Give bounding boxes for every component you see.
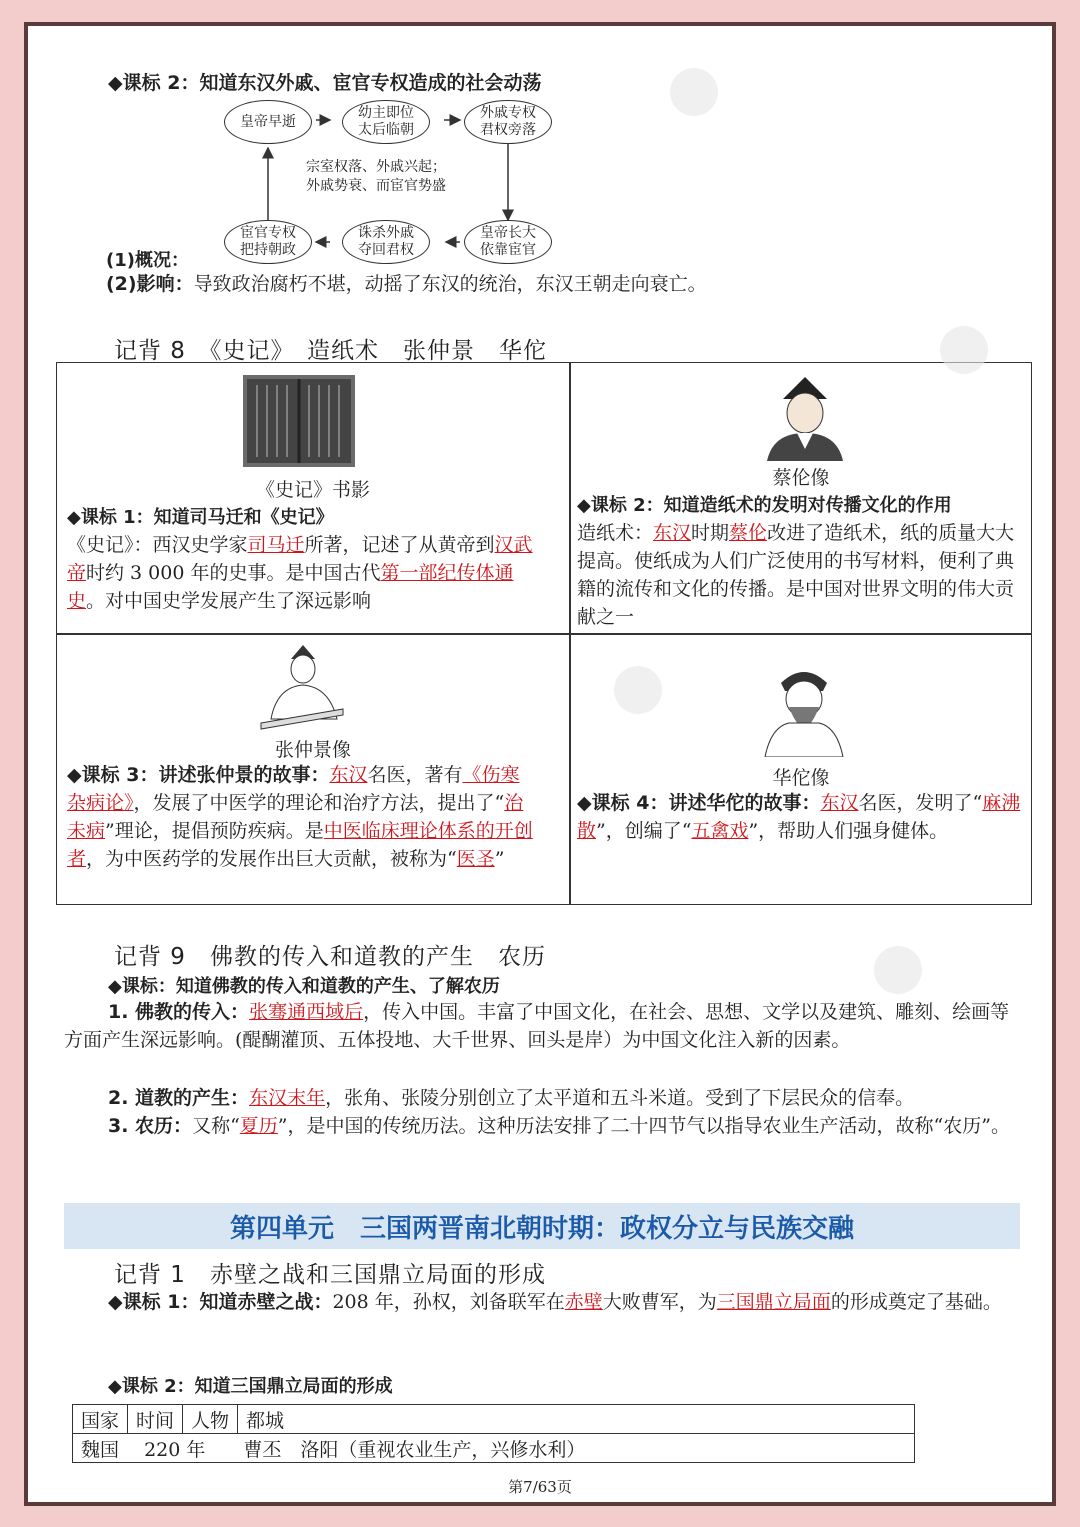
flow-node-4: 皇帝长大 依靠宦官 bbox=[464, 220, 552, 264]
cell2-caption: 蔡伦像 bbox=[772, 467, 830, 489]
kb1-text-c: 的形成奠定了基础。 bbox=[830, 1291, 1002, 1313]
jibei9-kebiao: ◆课标：知道佛教的传入和道教的产生、了解农历 bbox=[108, 976, 500, 997]
gaikuang-label: (1)概况： bbox=[106, 250, 189, 271]
huatuo-portrait bbox=[759, 661, 849, 757]
jibei1-kebiao1 bbox=[64, 1288, 1024, 1316]
cell1-red-2: 汉武帝 bbox=[67, 534, 533, 584]
cell1-text-a: 《史记》：西汉史学家 bbox=[67, 534, 248, 556]
table-row bbox=[73, 1434, 915, 1463]
flow-node-2: 幼主即位 太后临朝 bbox=[342, 100, 430, 144]
cell1-text-b: 所著，记述了从黄帝到 bbox=[304, 534, 495, 556]
yingxiang-line bbox=[106, 270, 707, 298]
page-frame bbox=[24, 22, 1056, 1506]
table-header-row bbox=[73, 1405, 915, 1434]
p1 bbox=[64, 998, 1024, 1054]
cell4-red-3: 五禽戏 bbox=[691, 820, 749, 842]
watermark-icon bbox=[614, 666, 662, 714]
p3 bbox=[64, 1112, 1024, 1140]
cell1-title: ◆课标 1：知道司马迁和《史记》 bbox=[67, 507, 334, 528]
table-header: 都城 bbox=[238, 1405, 915, 1434]
cailun-portrait bbox=[757, 369, 853, 461]
cell2-text-a: 造纸术： bbox=[577, 522, 654, 544]
flow-node-3: 外戚专权 君权旁落 bbox=[464, 100, 552, 144]
watermark-icon bbox=[670, 68, 718, 116]
cell3-text-c: ”理论，提倡预防疾病。是 bbox=[105, 820, 324, 842]
table-header: 国家 bbox=[73, 1405, 128, 1434]
cell4-red-1: 东汉 bbox=[820, 792, 859, 814]
cell3-text-a: 名医，著有 bbox=[367, 764, 463, 786]
p2-text: ，张角、张陵分别创立了太平道和五斗米道。受到了下层民众的信奉。 bbox=[325, 1087, 915, 1109]
unit4-banner: 第四单元 三国两晋南北朝时期：政权分立与民族交融 bbox=[64, 1203, 1020, 1249]
table-cell-country: 魏国 bbox=[81, 1438, 120, 1461]
grid-divider-h bbox=[57, 633, 1031, 635]
cell1-red-3: 第一部纪传体通史 bbox=[67, 562, 514, 612]
cell4-red-2: 麻沸散 bbox=[577, 792, 1021, 842]
cell3-red-5: 医圣 bbox=[456, 848, 495, 870]
cell3-red-2: 《伤寒杂病论》 bbox=[67, 764, 520, 814]
jibei8-heading: 记背 8 《史记》 造纸术 张仲景 华佗 bbox=[114, 338, 547, 364]
cell2-body bbox=[577, 519, 1025, 631]
cell1-text-d: 。对中国史学发展产生了深远影响 bbox=[86, 590, 372, 612]
p3-text-b: ”，是中国的传统历法。这种历法安排了二十四节气以指导农业生产活动，故称“农历”。 bbox=[277, 1115, 1010, 1137]
yingxiang-label: (2)影响： bbox=[106, 273, 194, 295]
cell1-caption: 《史记》书影 bbox=[255, 479, 370, 501]
jibei1-heading: 记背 1 赤壁之战和三国鼎立局面的形成 bbox=[114, 1262, 546, 1288]
flow-node-1: 皇帝早逝 bbox=[224, 100, 312, 144]
cell4-title: ◆课标 4：讲述华佗的故事： bbox=[577, 792, 821, 814]
cell4-text-c: ”，帮助人们强身健体。 bbox=[748, 820, 949, 842]
cell4-text-a: 名医，发明了“ bbox=[858, 792, 983, 814]
table-cell-person: 曹丕 bbox=[243, 1438, 282, 1461]
p3-label: 3. 农历： bbox=[108, 1115, 193, 1137]
p1-label: 1. 佛教的传入： bbox=[108, 1001, 250, 1023]
cell2-title: ◆课标 2：知道造纸术的发明对传播文化的作用 bbox=[577, 495, 952, 516]
p3-text-a: 又称“ bbox=[192, 1115, 240, 1137]
cell3-text-d: ，为中医药学的发展作出巨大贡献，被称为“ bbox=[86, 848, 457, 870]
table-row-cell bbox=[73, 1434, 915, 1463]
watermark-icon bbox=[874, 946, 922, 994]
table-header: 人物 bbox=[183, 1405, 238, 1434]
cell2-text-c: 改进了造纸术，纸的质量大大提高。使纸成为人们广泛使用的书写材料，便利了典籍的流传和文化的传播。是中国对世界文明的伟大贡献之一 bbox=[577, 522, 1015, 628]
cell4-text-b: ”，创编了“ bbox=[596, 820, 692, 842]
p2-red: 东汉末年 bbox=[249, 1087, 326, 1109]
cell3-red-3: 治未病 bbox=[67, 792, 524, 842]
three-kingdoms-table bbox=[72, 1404, 915, 1463]
kb1-text-a: 208 年，孙权，刘备联军在 bbox=[332, 1291, 565, 1313]
zhangzhongjing-portrait bbox=[257, 639, 347, 731]
watermark-icon bbox=[940, 326, 988, 374]
flow-center-1: 宗室权落、外戚兴起； bbox=[306, 159, 446, 175]
jibei9-heading: 记背 9 佛教的传入和道教的产生 农历 bbox=[114, 944, 546, 970]
cell4-body bbox=[577, 789, 1027, 845]
cell3-text-b: ，发展了中医学的理论和治疗方法，提出了“ bbox=[133, 792, 505, 814]
cell3-body bbox=[67, 761, 535, 873]
jibei1-kebiao2: ◆课标 2：知道三国鼎立局面的形成 bbox=[108, 1376, 393, 1397]
p1-text: ，传入中国。丰富了中国文化，在社会、思想、文学以及建筑、雕刻、绘画等方面产生深远影响。(醍醐灌顶、五体投地、大千世界、回头是岸）为中国文化注入新的因素。 bbox=[64, 1001, 1010, 1051]
flow-node-6: 宦官专权 把持朝政 bbox=[224, 220, 312, 264]
p3-red: 夏历 bbox=[239, 1115, 278, 1137]
cell4-caption: 华佗像 bbox=[772, 767, 830, 789]
yingxiang-text: 导致政治腐朽不堪，动摇了东汉的统治，东汉王朝走向衰亡。 bbox=[193, 273, 707, 295]
p2 bbox=[64, 1084, 1024, 1112]
shiji-book-image bbox=[243, 375, 355, 467]
jibei8-grid bbox=[56, 362, 1032, 905]
kb1-label: ◆课标 1：知道赤壁之战： bbox=[108, 1291, 333, 1313]
cell2-text-b: 时期 bbox=[691, 522, 730, 544]
table-cell-time: 220 年 bbox=[144, 1438, 206, 1461]
cell1-text-c: 时约 3 000 年的史事。是中国古代 bbox=[86, 562, 381, 584]
cell3-red-4: 中医临床理论体系的开创者 bbox=[67, 820, 533, 870]
p1-red: 张骞通西域后 bbox=[249, 1001, 364, 1023]
cell1-red-1: 司马迁 bbox=[247, 534, 305, 556]
cell3-red-1: 东汉 bbox=[329, 764, 368, 786]
table-cell-capital: 洛阳（重视农业生产，兴修水利） bbox=[300, 1438, 586, 1461]
page-number: 第7/63页 bbox=[508, 1478, 572, 1496]
cell3-title: ◆课标 3：讲述张仲景的故事： bbox=[67, 764, 330, 786]
cell2-red-1: 东汉 bbox=[653, 522, 692, 544]
cell3-caption: 张仲景像 bbox=[274, 739, 351, 761]
cell3-text-e: ” bbox=[494, 848, 505, 870]
kebiao2-title: ◆课标 2：知道东汉外戚、宦官专权造成的社会动荡 bbox=[108, 72, 542, 94]
cell2-red-2: 蔡伦 bbox=[729, 522, 768, 544]
p2-label: 2. 道教的产生： bbox=[108, 1087, 250, 1109]
cell1-body bbox=[67, 531, 537, 615]
kb1-text-b: 大败曹军，为 bbox=[602, 1291, 717, 1313]
kb1-red-1: 赤壁 bbox=[564, 1291, 603, 1313]
table-header: 时间 bbox=[128, 1405, 183, 1434]
kb1-red-2: 三国鼎立局面 bbox=[716, 1291, 831, 1313]
flow-center-2: 外戚势衰、而宦官势盛 bbox=[306, 178, 446, 194]
flow-node-5: 诛杀外戚 夺回君权 bbox=[342, 220, 430, 264]
